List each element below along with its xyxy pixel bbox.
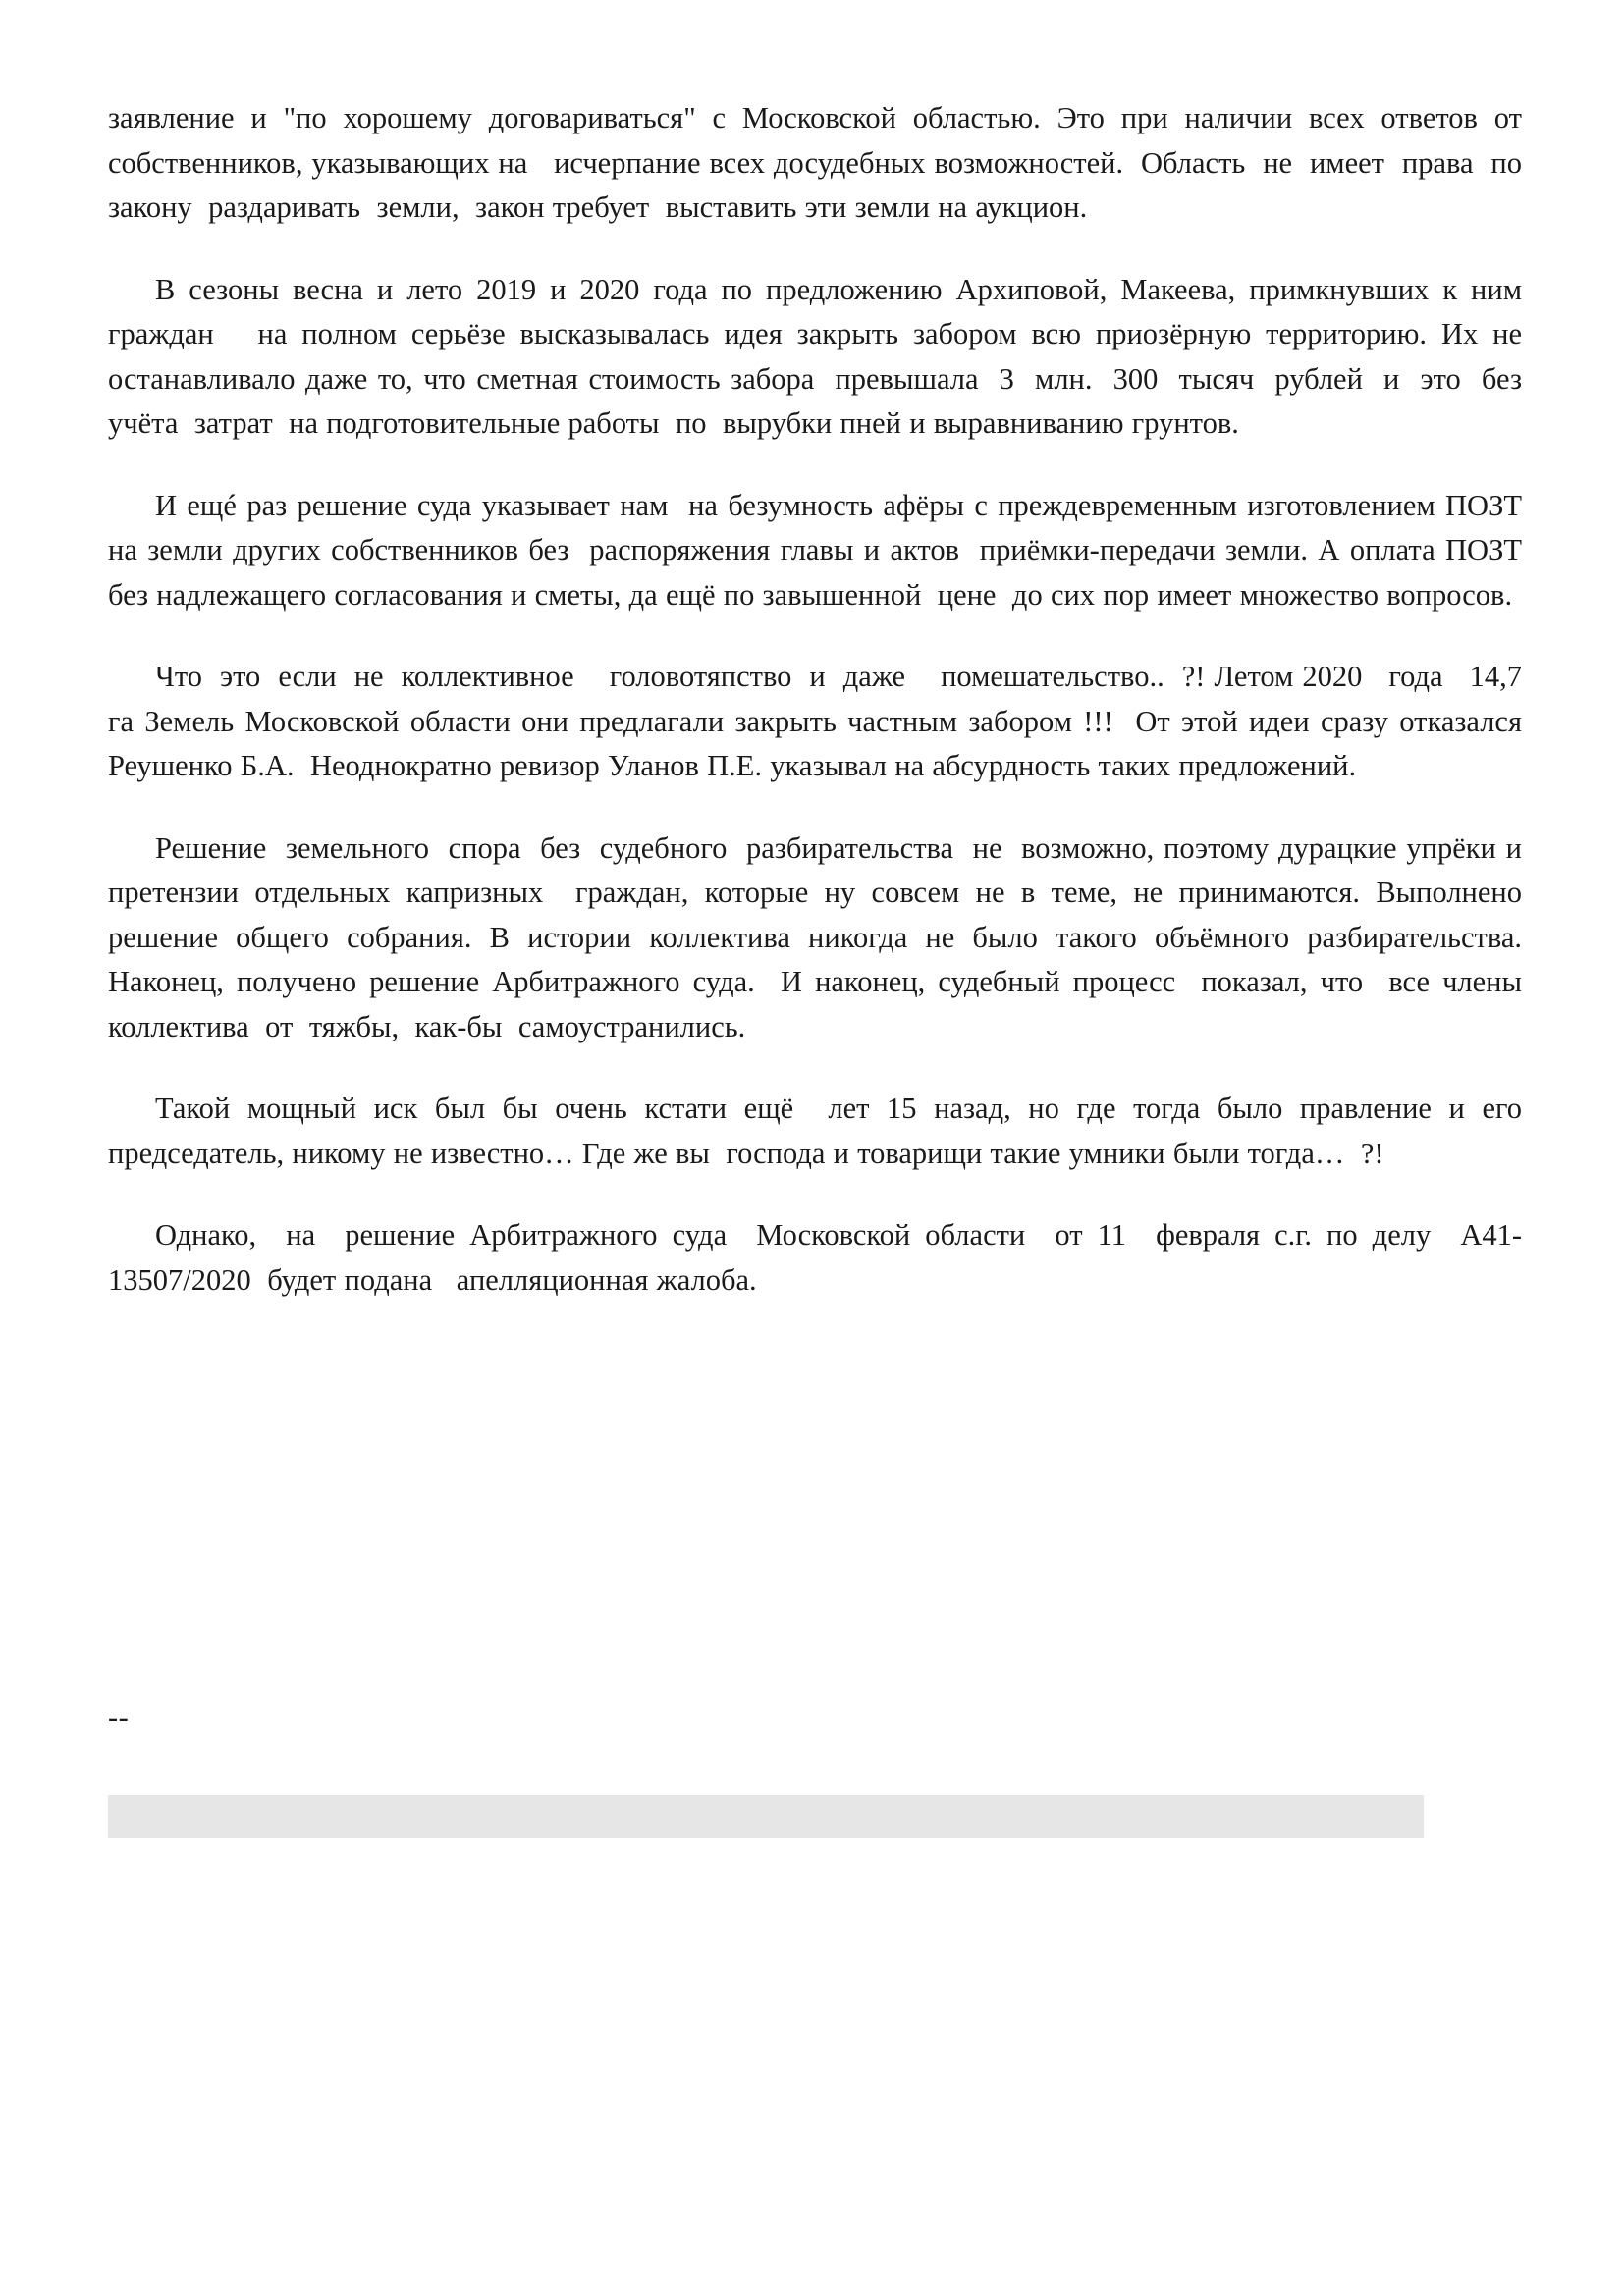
paragraph-5: Решение земельного спора без судебного разбирательства не возможно, поэтому дурацкие упрёки и претензии отдельных капризных граждан, которые ну совсем не в теме, не принимаются. Выполнено решение общего собрания. В истории коллектива никогда не было такого объёмного разбирательства. Наконец, получено решение Арбитражного суда. И наконец, судебный процесс показал, что все члены коллектива от тяжбы, как-бы самоустранились. xyxy=(108,830,1531,1043)
paragraph-4: Что это если не коллективное головотяпство и даже помешательство.. ?! Летом 2020 года 14,7 га Земель Московской области они предлагали закрыть частным забором !!! От этой идеи сразу отказался Реушенко Б.А. Неоднократно ревизор Уланов П.Е. указывал на абсурдность таких предложений. xyxy=(108,660,1531,782)
paragraph-1: заявление и "по хорошему договариваться" с Московской областью. Это при наличии всех ответов от собственников, указывающих на исчерпание всех досудебных возможностей. Область не имеет права по закону раздаривать земли, закон требует выставить эти земли на аукцион. xyxy=(108,101,1539,224)
paragraph-7: Однако, на решение Арбитражного суда Московской области от 11 февраля с.г. по делу А41-13507/2020 будет подана апелляционная жалоба. xyxy=(108,1218,1522,1297)
document-body xyxy=(108,96,1539,1340)
footer-highlight-bar xyxy=(108,1795,1424,1838)
signature-separator: -- xyxy=(108,1700,130,1734)
paragraph-6: Такой мощный иск был бы очень кстати ещё лет 15 назад, но где тогда было правление и его председатель, никому не известно… Где же вы господа и товарищи такие умники были тогда… ?! xyxy=(108,1092,1531,1170)
paragraph-3: И ещé раз решение суда указывает нам на безумность афёры с преждевременным изготовлением ПОЗТ на земли других собственников без распоряжения главы и актов приёмки-передачи земли. А оплата ПОЗТ без надлежащего согласования и сметы, да ещё по завышенной цене до сих пор имеет множество вопросов. xyxy=(108,488,1531,612)
paragraph-2: В сезоны весна и лето 2019 и 2020 года по предложению Архиповой, Макеева, примкнувших к ним граждан на полном серьёзе высказывалась идея закрыть забором всю приозёрную территорию. Их не останавливало даже то, что сметная стоимость забора превышала 3 млн. 300 тысяч рублей и это без учёта затрат на подготовительные работы по вырубки пней и выравниванию грунтов. xyxy=(108,272,1539,440)
